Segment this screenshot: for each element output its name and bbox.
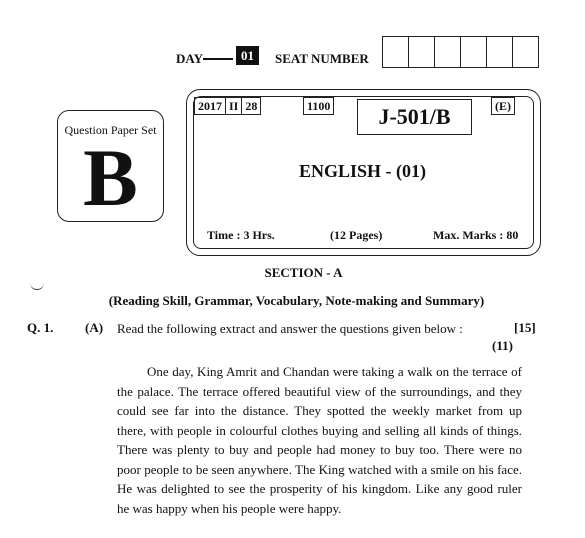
question-number: Q. 1. [27, 320, 54, 335]
subject-code: 1100 [303, 97, 334, 115]
seat-number-boxes [383, 36, 539, 68]
section-skills: (Reading Skill, Grammar, Vocabulary, Note-making and Summary) [108, 293, 485, 308]
exam-year: 2017 [194, 97, 226, 115]
set-label: Question Paper Set [64, 123, 157, 137]
section-title: SECTION - A [264, 265, 343, 280]
seat-digit-box [408, 36, 435, 68]
question-total-marks: [15] [514, 320, 536, 335]
seat-digit-box [382, 36, 409, 68]
day-number-box: 01 [236, 46, 259, 65]
section-subheading [0, 293, 585, 309]
curve-mark [30, 283, 44, 290]
section-heading [0, 265, 585, 281]
question-part: (A) [85, 320, 104, 335]
seat-number-label: SEAT NUMBER [275, 51, 369, 66]
subject-title: ENGLISH - (01) [298, 161, 426, 181]
exam-date [194, 97, 260, 115]
exam-month: II [225, 97, 242, 115]
exam-day: 28 [241, 97, 261, 115]
paper-code: J-501/B [357, 99, 472, 135]
max-marks: Max. Marks : 80 [433, 228, 519, 242]
seat-digit-box [460, 36, 487, 68]
question-paper-set-box [57, 110, 164, 222]
language-tag: (E) [491, 97, 515, 115]
seat-digit-box [486, 36, 513, 68]
question-instruction: Read the following extract and answer the questions given below : [117, 321, 463, 336]
page-count: (12 Pages) [330, 228, 383, 242]
seat-digit-box [434, 36, 461, 68]
part-marks: (11) [492, 338, 513, 353]
day-dash [203, 58, 233, 60]
exam-time: Time : 3 Hrs. [207, 228, 275, 242]
set-letter: B [83, 132, 138, 223]
reading-passage: One day, King Amrit and Chandan were taking a walk on the terrace of the palace. The terrace offered beautiful view of the surroundings, and they could see far into the distance. They spotted the weekly market from up there, with people in colourful clothes buying and selling all kinds of things. There was plenty to buy and people had money to buy too. There were no poor people to be seen anywhere. The King watched with a smile on his face. He was delighted to see the prosperity of his kingdom. Like any good ruler he was happy when his people were happy. [117, 364, 522, 516]
day-label: DAY [176, 51, 203, 66]
seat-digit-box [512, 36, 539, 68]
